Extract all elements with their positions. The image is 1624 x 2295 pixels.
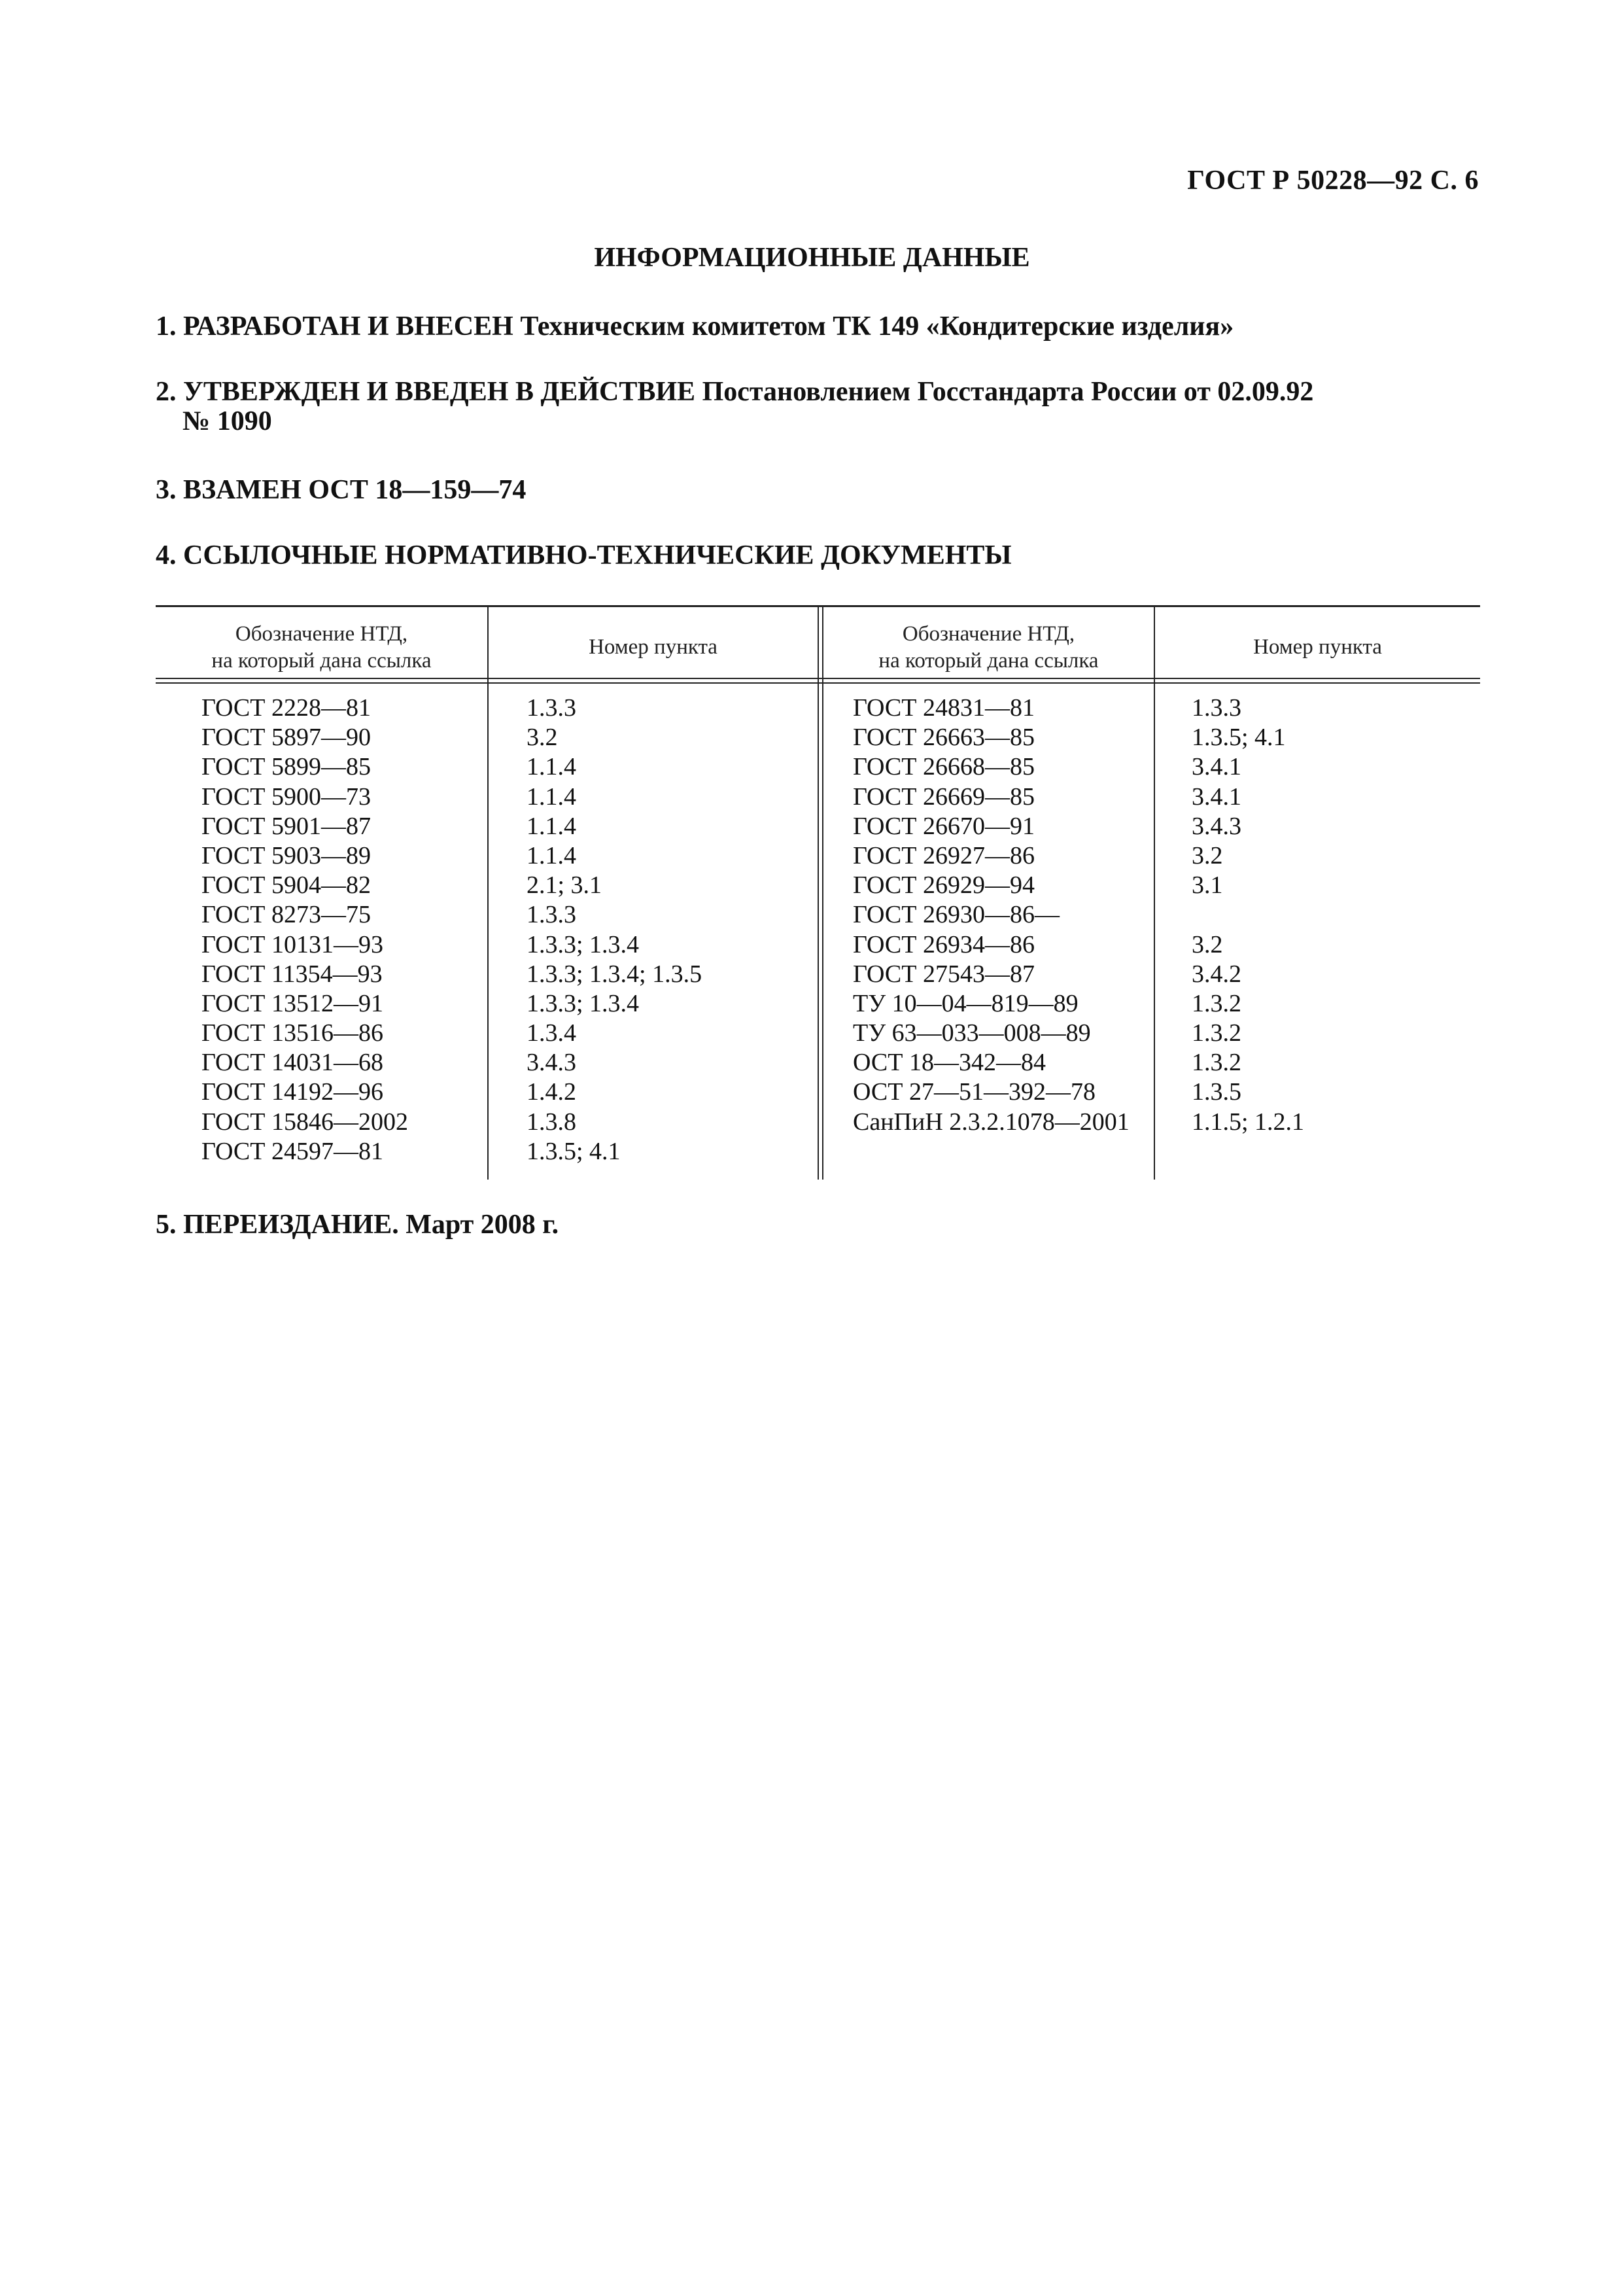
point-cell: 1.3.3; 1.3.4 bbox=[527, 989, 640, 1017]
column-header-point: Номер пункта bbox=[589, 635, 717, 659]
item-text: Постановлением Госстандарта России от 02.09.92 bbox=[702, 377, 1314, 407]
document-cell: ОСТ 27—51—392—78 bbox=[853, 1078, 1096, 1106]
item-approved-number: № 1090 bbox=[182, 406, 272, 436]
header-line: на который дана ссылка bbox=[211, 649, 432, 673]
point-cell: 1.1.4 bbox=[527, 841, 576, 869]
point-cell: 1.3.2 bbox=[1192, 1049, 1241, 1077]
column-right-documents bbox=[853, 693, 1130, 1137]
header-line: Обозначение НТД, bbox=[902, 622, 1075, 646]
point-cell: 1.3.3; 1.3.4; 1.3.5 bbox=[527, 960, 702, 988]
document-cell: ГОСТ 26927—86 bbox=[853, 841, 1035, 869]
item-developed bbox=[156, 309, 1480, 344]
page-title: ИНФОРМАЦИОННЫЕ ДАННЫЕ bbox=[594, 243, 1030, 273]
point-cell: 1.1.4 bbox=[527, 812, 576, 840]
point-cell: 3.1 bbox=[1192, 871, 1223, 900]
point-cell: 2.1; 3.1 bbox=[527, 871, 602, 900]
point-cell: 1.1.4 bbox=[527, 753, 576, 781]
item-text: Техническим комитетом ТК 149 «Кондитерские изделия» bbox=[520, 311, 1234, 342]
point-cell: 1.3.3 bbox=[527, 694, 576, 722]
column-header-point: Номер пункта bbox=[1253, 635, 1382, 659]
point-cell: 3.4.1 bbox=[1192, 753, 1241, 781]
document-cell: ОСТ 18—342—84 bbox=[853, 1049, 1046, 1077]
document-cell: ГОСТ 2228—81 bbox=[201, 694, 371, 722]
column-divider bbox=[487, 605, 489, 1180]
column-divider bbox=[822, 605, 823, 1180]
point-cell: 3.4.2 bbox=[1192, 960, 1241, 988]
point-cell: 1.4.2 bbox=[527, 1078, 576, 1106]
point-cell: 1.3.5; 4.1 bbox=[1192, 724, 1286, 752]
point-cell bbox=[1192, 900, 1304, 930]
document-cell: ГОСТ 24831—81 bbox=[853, 694, 1035, 722]
point-cell: 1.1.4 bbox=[527, 782, 576, 811]
document-cell: ГОСТ 5897—90 bbox=[201, 724, 371, 752]
item-approved bbox=[156, 374, 1480, 410]
document-cell: ГОСТ 14192—96 bbox=[201, 1078, 383, 1106]
point-cell: 1.1.5; 1.2.1 bbox=[1192, 1108, 1305, 1136]
point-cell: 1.3.8 bbox=[527, 1108, 576, 1136]
column-header-document bbox=[823, 621, 1154, 674]
document-cell: ГОСТ 8273—75 bbox=[201, 901, 371, 929]
point-cell: 3.4.3 bbox=[1192, 812, 1241, 840]
document-cell: ГОСТ 26670—91 bbox=[853, 812, 1035, 840]
item-heading: РАЗРАБОТАН И ВНЕСЕН bbox=[183, 311, 513, 342]
document-code: ГОСТ Р 50228—92 С. 6 bbox=[1187, 166, 1479, 196]
document-cell: ГОСТ 27543—87 bbox=[853, 960, 1035, 988]
point-cell: 1.3.3 bbox=[1192, 694, 1241, 722]
document-cell: ТУ 63—033—008—89 bbox=[853, 1019, 1091, 1047]
point-cell: 3.4.1 bbox=[1192, 782, 1241, 811]
point-cell: 3.2 bbox=[527, 724, 558, 752]
document-cell: ГОСТ 5900—73 bbox=[201, 782, 371, 811]
document-cell: СанПиН 2.3.2.1078—2001 bbox=[853, 1108, 1130, 1136]
document-cell: ГОСТ 5904—82 bbox=[201, 871, 371, 900]
point-cell: 3.2 bbox=[1192, 930, 1223, 958]
document-cell: ГОСТ 11354—93 bbox=[201, 960, 383, 988]
document-cell: ТУ 10—04—819—89 bbox=[853, 989, 1079, 1017]
document-cell: ГОСТ 5903—89 bbox=[201, 841, 371, 869]
reference-table bbox=[156, 605, 1480, 1180]
document-cell: ГОСТ 26930—86— bbox=[853, 901, 1060, 929]
column-header-document bbox=[156, 621, 487, 674]
item-number: 1. bbox=[156, 311, 177, 342]
document-cell: ГОСТ 10131—93 bbox=[201, 930, 383, 958]
document-cell: ГОСТ 26663—85 bbox=[853, 724, 1035, 752]
document-cell: ГОСТ 26934—86 bbox=[853, 930, 1035, 958]
column-divider bbox=[818, 605, 819, 1180]
document-cell: ГОСТ 13512—91 bbox=[201, 989, 383, 1017]
item-references-heading: 4. ССЫЛОЧНЫЕ НОРМАТИВНО-ТЕХНИЧЕСКИЕ ДОКУМЕНТЫ bbox=[156, 540, 1012, 570]
item-replaces: 3. ВЗАМЕН ОСТ 18—159—74 bbox=[156, 475, 527, 505]
document-cell: ГОСТ 24597—81 bbox=[201, 1137, 383, 1165]
column-left-documents bbox=[201, 693, 408, 1166]
document-cell: ГОСТ 26929—94 bbox=[853, 871, 1035, 900]
point-cell: 1.3.5; 4.1 bbox=[527, 1137, 621, 1165]
document-cell: ГОСТ 5899—85 bbox=[201, 753, 371, 781]
point-cell: 1.3.4 bbox=[527, 1019, 576, 1047]
point-cell: 1.3.2 bbox=[1192, 1019, 1241, 1047]
point-cell: 1.3.3; 1.3.4 bbox=[527, 930, 640, 958]
header-line: Обозначение НТД, bbox=[235, 622, 408, 646]
document-cell: ГОСТ 5901—87 bbox=[201, 812, 371, 840]
point-cell: 1.3.2 bbox=[1192, 989, 1241, 1017]
point-cell: 3.4.3 bbox=[527, 1049, 576, 1077]
item-heading: УТВЕРЖДЕН И ВВЕДЕН В ДЕЙСТВИЕ bbox=[183, 377, 696, 407]
header-line: на который дана ссылка bbox=[878, 649, 1099, 673]
point-cell: 1.3.3 bbox=[527, 901, 576, 929]
point-cell: 1.3.5 bbox=[1192, 1078, 1241, 1106]
column-left-points bbox=[527, 693, 702, 1166]
item-reissue: 5. ПЕРЕИЗДАНИЕ. Март 2008 г. bbox=[156, 1210, 559, 1240]
document-cell: ГОСТ 15846—2002 bbox=[201, 1108, 408, 1136]
document-cell: ГОСТ 13516—86 bbox=[201, 1019, 383, 1047]
column-right-points bbox=[1192, 693, 1304, 1137]
document-cell: ГОСТ 26668—85 bbox=[853, 753, 1035, 781]
document-cell: ГОСТ 14031—68 bbox=[201, 1049, 383, 1077]
point-cell: 3.2 bbox=[1192, 841, 1223, 869]
column-divider bbox=[1154, 605, 1155, 1180]
item-number: 2. bbox=[156, 377, 177, 407]
document-cell: ГОСТ 26669—85 bbox=[853, 782, 1035, 811]
